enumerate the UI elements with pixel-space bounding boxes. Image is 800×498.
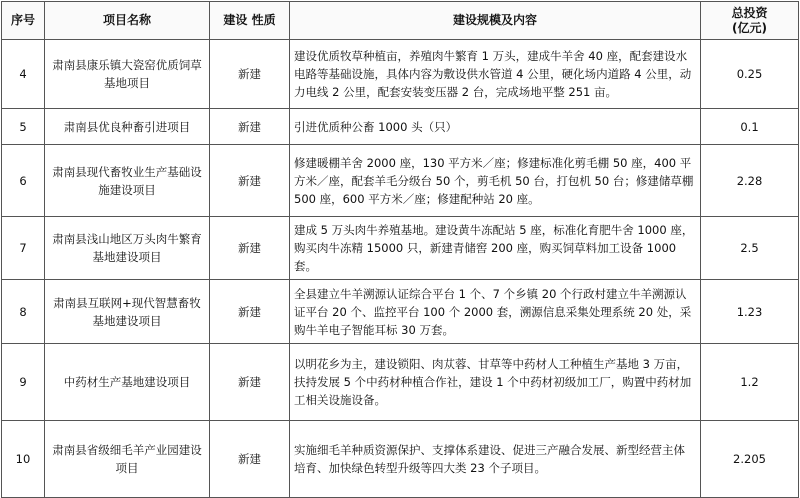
cell-type: 新建 [210, 217, 290, 280]
cell-type: 新建 [210, 344, 290, 421]
cell-name: 中药材生产基地建设项目 [45, 344, 210, 421]
cell-investment: 2.205 [701, 421, 799, 498]
cell-name: 肃南县浅山地区万头肉牛繁育基地建设项目 [45, 217, 210, 280]
header-row [2, 2, 799, 40]
cell-investment: 0.1 [701, 109, 799, 145]
header-type: 建设 性质 [210, 2, 290, 40]
table-row [2, 421, 799, 498]
cell-name: 肃南县康乐镇大瓷窑优质饲草基地项目 [45, 40, 210, 109]
cell-name: 肃南县省级细毛羊产业园建设项目 [45, 421, 210, 498]
cell-no: 8 [2, 280, 45, 344]
cell-no: 9 [2, 344, 45, 421]
header-investment-line1: 总投资 [731, 5, 768, 20]
table-row [2, 145, 799, 217]
cell-scope: 以明花乡为主，建设锁阳、肉苁蓉、甘草等中药材人工种植生产基地 3 万亩，扶持发展 5 个中药材种植合作社，建设 1 个中药材初级加工厂，购置中药材加工相关设施设备。 [290, 344, 701, 421]
table-row [2, 344, 799, 421]
cell-investment: 1.2 [701, 344, 799, 421]
cell-investment: 2.5 [701, 217, 799, 280]
header-no: 序号 [2, 2, 45, 40]
cell-investment: 0.25 [701, 40, 799, 109]
table-row [2, 280, 799, 344]
cell-name: 肃南县优良种畜引进项目 [45, 109, 210, 145]
cell-no: 10 [2, 421, 45, 498]
cell-no: 7 [2, 217, 45, 280]
header-scope: 建设规模及内容 [290, 2, 701, 40]
cell-type: 新建 [210, 421, 290, 498]
cell-investment: 2.28 [701, 145, 799, 217]
cell-type: 新建 [210, 40, 290, 109]
cell-name: 肃南县互联网+现代智慧畜牧基地建设项目 [45, 280, 210, 344]
projects-table [1, 1, 799, 498]
cell-scope: 修建暖棚羊舍 2000 座，130 平方米／座；修建标准化剪毛棚 50 座，400 平方米／座，配套羊毛分级台 50 个，剪毛机 50 台，打包机 50 台；修建储草棚 500 座，600 平方米／座；修建配种站 20 座。 [290, 145, 701, 217]
cell-investment: 1.23 [701, 280, 799, 344]
cell-no: 6 [2, 145, 45, 217]
header-investment [701, 2, 799, 40]
table-row [2, 40, 799, 109]
table-row [2, 217, 799, 280]
header-investment-line2: (亿元) [732, 20, 767, 35]
cell-no: 4 [2, 40, 45, 109]
cell-no: 5 [2, 109, 45, 145]
cell-scope: 实施细毛羊种质资源保护、支撑体系建设、促进三产融合发展、新型经营主体培育、加快绿色转型升级等四大类 23 个子项目。 [290, 421, 701, 498]
cell-type: 新建 [210, 145, 290, 217]
cell-scope: 建设优质牧草种植亩，养殖肉牛繁育 1 万头，建成牛羊舍 40 座，配套建设水电路等基础设施，具体内容为敷设供水管道 4 公里，硬化场内道路 4 公里，动力电线 2 公里，配套安装变压器 2 台，完成场地平整 251 亩。 [290, 40, 701, 109]
cell-type: 新建 [210, 109, 290, 145]
cell-scope: 引进优质种公畜 1000 头（只） [290, 109, 701, 145]
cell-type: 新建 [210, 280, 290, 344]
cell-scope: 全县建立牛羊溯源认证综合平台 1 个、7 个乡镇 20 个行政村建立牛羊溯源认证平台 20 个、监控平台 100 个 2000 套，溯源信息采集处理系统 20 处，采购牛羊电子智能耳标 30 万套。 [290, 280, 701, 344]
cell-scope: 建成 5 万头肉牛养殖基地。建设黄牛冻配站 5 座，标准化育肥牛舍 1000 座，购买肉牛冻精 15000 只，新建青储窖 200 座，购买饲草料加工设备 1000 套。 [290, 217, 701, 280]
table-row [2, 109, 799, 145]
cell-name: 肃南县现代畜牧业生产基础设施建设项目 [45, 145, 210, 217]
header-name: 项目名称 [45, 2, 210, 40]
